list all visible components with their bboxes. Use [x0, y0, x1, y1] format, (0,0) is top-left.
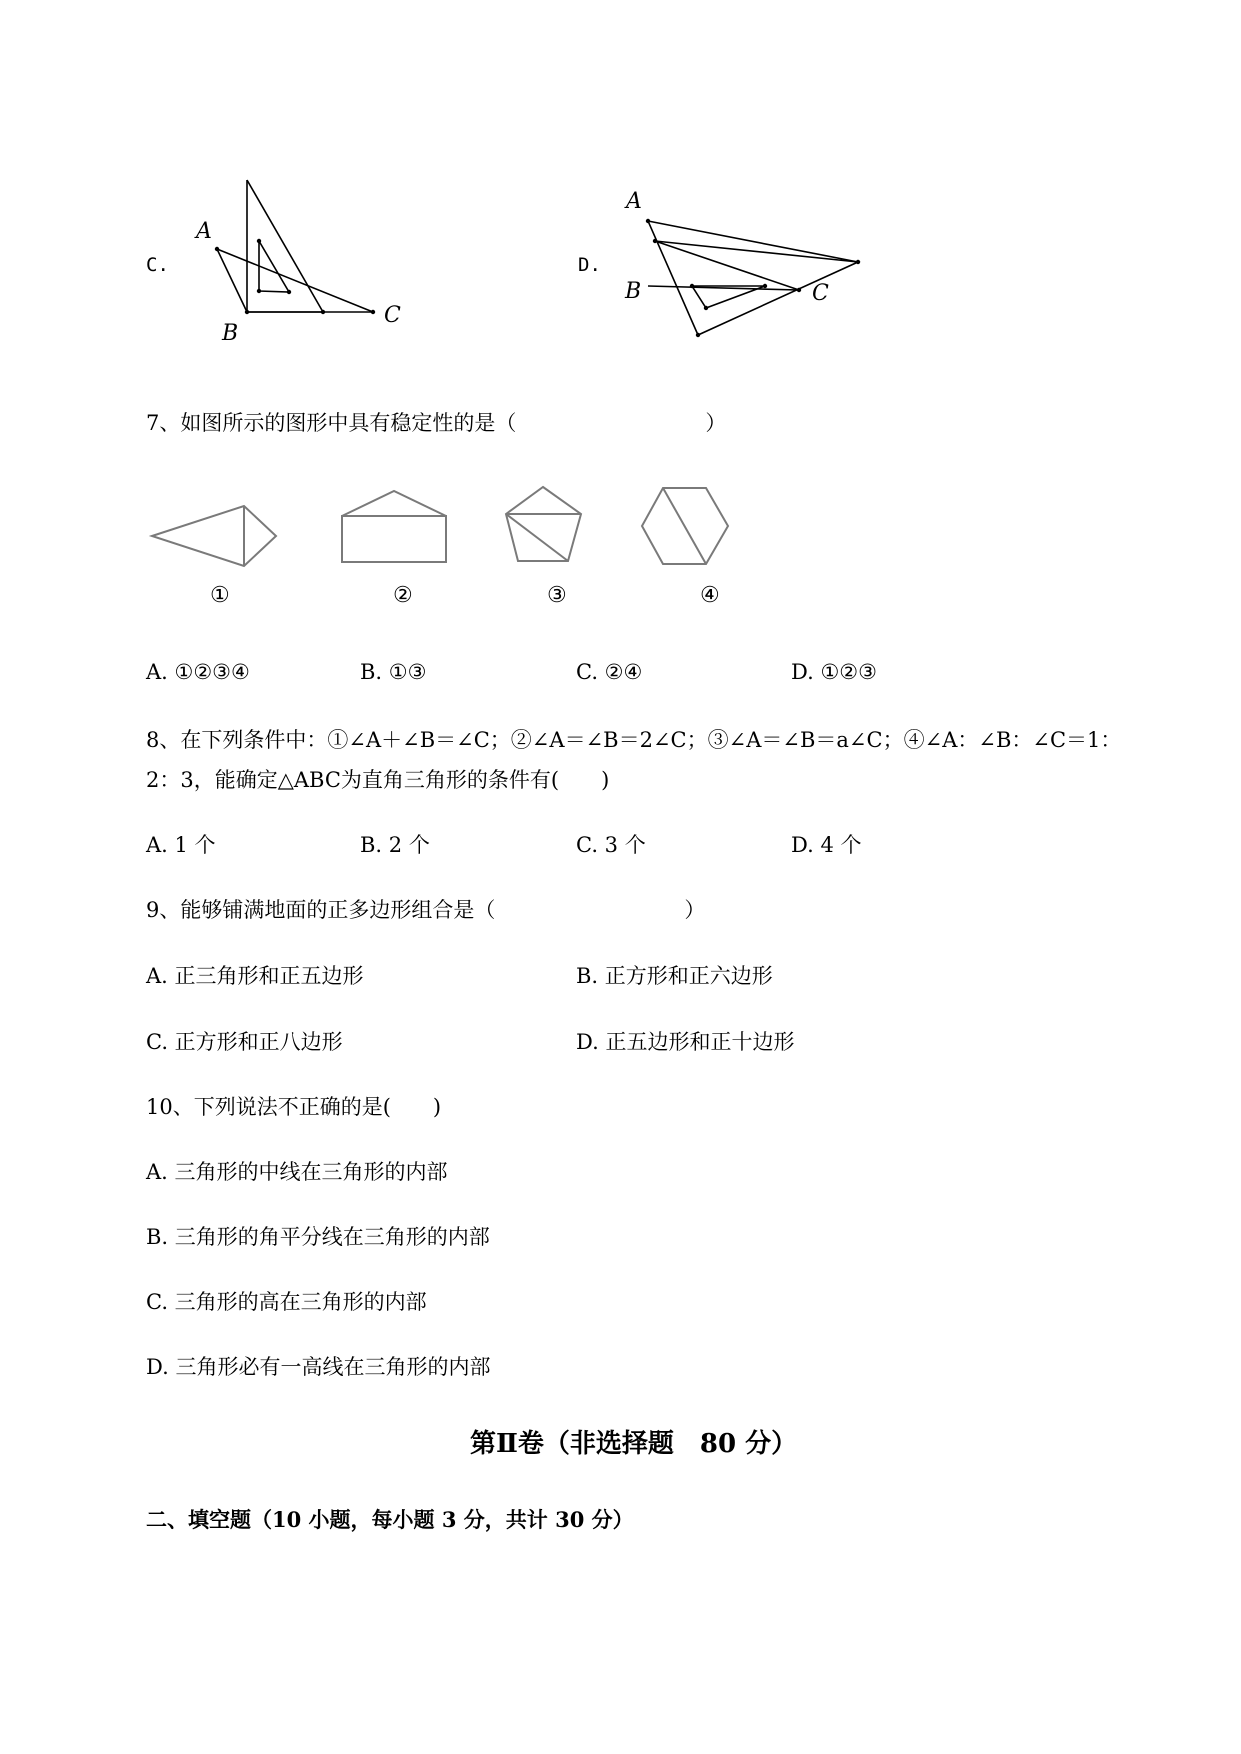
q7-figure-2 [338, 488, 458, 568]
q8-option-b: B. 2 个 [360, 833, 430, 857]
section-2-title: 第Ⅱ卷（非选择题 80 分） [470, 1429, 798, 1459]
q6-figure-d [620, 190, 880, 360]
q7-option-c: C. ②④ [576, 660, 643, 684]
q10-option-c: C. 三角形的高在三角形的内部 [146, 1290, 427, 1314]
q7-fig-label-4: ④ [700, 583, 720, 608]
q6-option-c-letter: C. [146, 254, 169, 276]
q7-fig-label-1: ① [210, 583, 230, 608]
q9-option-b: B. 正方形和正六边形 [576, 964, 773, 988]
q8-line2: 2：3，能确定△ABC为直角三角形的条件有( ) [146, 768, 610, 792]
fig-d-label-a: A [626, 189, 642, 214]
section-2-subtitle: 二、填空题（10 小题，每小题 3 分，共计 30 分） [146, 1507, 634, 1532]
q7-fig-label-2: ② [393, 583, 413, 608]
q7-option-a: A. ①②③④ [146, 660, 250, 684]
q7-figure-4 [640, 484, 740, 574]
q9-option-d: D. 正五边形和正十边形 [576, 1030, 795, 1054]
q9-option-c: C. 正方形和正八边形 [146, 1030, 343, 1054]
q8-option-d: D. 4 个 [791, 833, 862, 857]
fig-c-label-a: A [196, 219, 212, 244]
q7-option-d: D. ①②③ [791, 660, 877, 684]
q7-option-b: B. ①③ [360, 660, 427, 684]
q9-stem: 9、能够铺满地面的正多边形组合是（ ） [146, 898, 706, 922]
q10-option-a: A. 三角形的中线在三角形的内部 [146, 1160, 448, 1184]
q8-line1: 8、在下列条件中：①∠A＋∠B＝∠C；②∠A＝∠B＝2∠C；③∠A＝∠B＝a∠C；④∠A：∠B：∠C＝1： [146, 728, 1122, 752]
q9-option-a: A. 正三角形和正五边形 [146, 964, 364, 988]
q7-stem: 7、如图所示的图形中具有稳定性的是（ ） [146, 411, 727, 435]
q10-stem: 10、下列说法不正确的是( ) [146, 1095, 442, 1119]
q10-option-d: D. 三角形必有一高线在三角形的内部 [146, 1355, 491, 1379]
fig-c-label-c: C [384, 303, 401, 328]
q10-option-b: B. 三角形的角平分线在三角形的内部 [146, 1225, 490, 1249]
fig-c-label-b: B [222, 321, 239, 346]
q7-figure-3 [502, 484, 592, 569]
q8-option-a: A. 1 个 [146, 833, 216, 857]
q7-figure-1 [150, 500, 280, 580]
fig-d-label-b: B [625, 279, 642, 304]
q8-option-c: C. 3 个 [576, 833, 646, 857]
q7-fig-label-3: ③ [547, 583, 567, 608]
q6-figure-c [180, 170, 420, 350]
q6-option-d-letter: D. [578, 254, 601, 276]
fig-d-label-c: C [812, 281, 829, 306]
